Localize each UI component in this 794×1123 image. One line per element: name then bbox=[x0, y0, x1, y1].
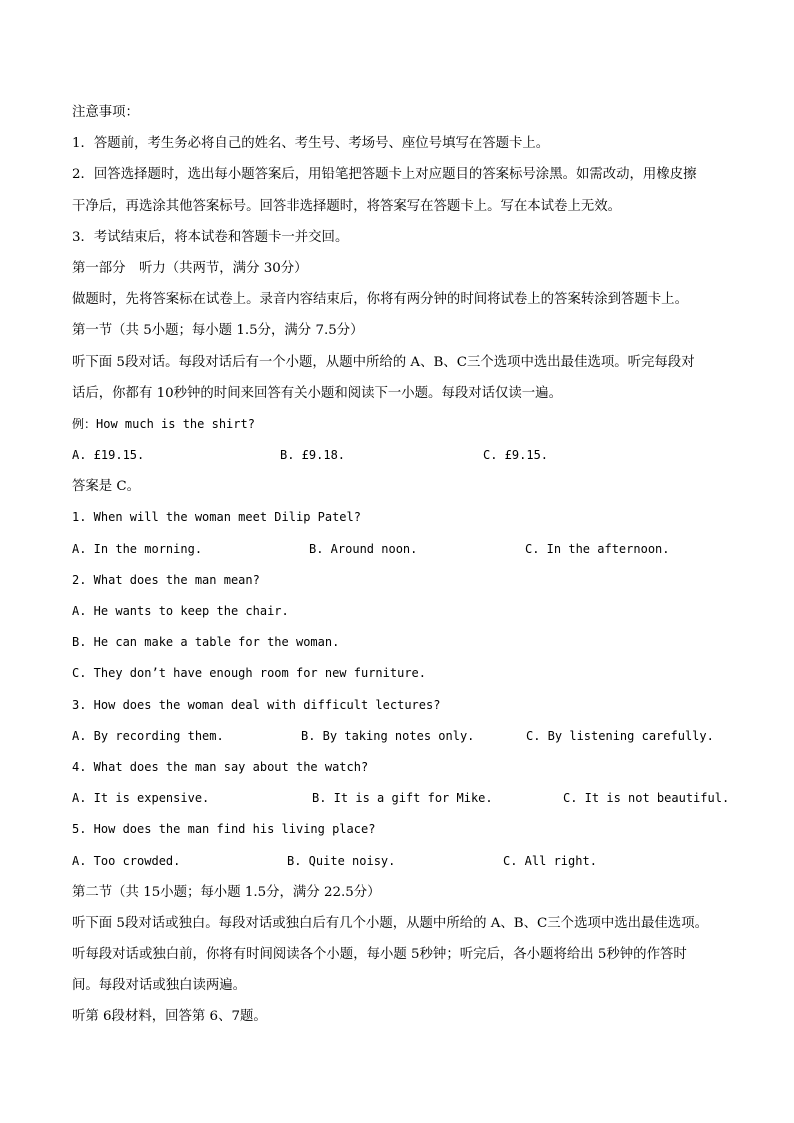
question-1-stem: 1. When will the woman meet Dilip Patel? bbox=[72, 510, 361, 525]
question-4-option-c: C. It is not beautiful. bbox=[563, 791, 730, 806]
question-4-stem: 4. What does the man say about the watch? bbox=[72, 759, 369, 774]
question-4-option-b: B. It is a gift for Mike. bbox=[312, 791, 493, 806]
question-5-options bbox=[72, 846, 732, 877]
question-3-options bbox=[72, 721, 732, 752]
example-option-a: A. £19.15. bbox=[72, 448, 145, 463]
question-3-option-b: B. By taking notes only. bbox=[301, 728, 475, 743]
question-5-option-c: C. All right. bbox=[503, 853, 597, 868]
notice-item-2-line-2: 干净后，再选涂其他答案标号。回答非选择题时，将答案写在答题卡上。写在本试卷上无效。 bbox=[72, 198, 622, 214]
material-6-heading: 听第 6段材料，回答第 6、7题。 bbox=[72, 1009, 267, 1025]
question-1-options bbox=[72, 534, 732, 565]
notice-item-1: 1．答题前，考生务必将自己的姓名、考生号、考场号、座位号填写在答题卡上。 bbox=[72, 136, 550, 152]
example-options bbox=[72, 440, 732, 471]
section2-instruction-line-3: 间。每段对话或独白读两遍。 bbox=[72, 978, 247, 994]
section2-instruction-line-1: 听下面 5段对话或独白。每段对话或独白后有几个小题，从题中所给的 A、B、C三个选项中选出最佳选项。 bbox=[72, 915, 708, 931]
question-4-option-a: A. It is expensive. bbox=[72, 791, 210, 806]
section2-title: 第二节（共 15小题；每小题 1.5分，满分 22.5分） bbox=[72, 884, 381, 900]
part1-title: 第一部分 听力（共两节，满分 30分） bbox=[72, 260, 308, 276]
question-2-stem: 2. What does the man mean? bbox=[72, 572, 260, 587]
section1-title: 第一节（共 5小题；每小题 1.5分，满分 7.5分） bbox=[72, 323, 364, 339]
notice-title: 注意事项： bbox=[72, 105, 139, 120]
notice-item-3: 3．考试结束后，将本试卷和答题卡一并交回。 bbox=[72, 229, 349, 245]
question-3-option-c: C. By listening carefully. bbox=[526, 728, 714, 743]
example-answer: 答案是 C。 bbox=[72, 479, 141, 495]
question-1-option-c: C. In the afternoon. bbox=[525, 541, 670, 556]
question-2-option-b: B. He can make a table for the woman. bbox=[72, 635, 340, 650]
question-5-stem: 5. How does the man find his living place? bbox=[72, 822, 376, 837]
exam-page bbox=[72, 97, 732, 1033]
question-5-option-a: A. Too crowded. bbox=[72, 853, 181, 868]
question-3-stem: 3. How does the woman deal with difficult lectures? bbox=[72, 697, 441, 712]
example-option-b: B. £9.18. bbox=[280, 448, 346, 463]
example-option-c: C. £9.15. bbox=[483, 448, 549, 463]
notice-item-2-line-1: 2．回答选择题时，选出每小题答案后，用铅笔把答题卡上对应题目的答案标号涂黑。如需改动，用橡皮擦 bbox=[72, 167, 697, 183]
question-1-option-a: A. In the morning. bbox=[72, 541, 203, 556]
question-1-option-b: B. Around noon. bbox=[309, 541, 418, 556]
question-3-option-a: A. By recording them. bbox=[72, 728, 224, 743]
question-5-option-b: B. Quite noisy. bbox=[287, 853, 396, 868]
question-2-option-a: A. He wants to keep the chair. bbox=[72, 604, 289, 618]
section1-instruction-line-1: 听下面 5段对话。每段对话后有一个小题，从题中所给的 A、B、C三个选项中选出最佳选项。听完每段对 bbox=[72, 354, 695, 370]
section1-instruction-line-2: 话后，你都有 10秒钟的时间来回答有关小题和阅读下一小题。每段对话仅读一遍。 bbox=[72, 385, 562, 401]
question-4-options bbox=[72, 783, 732, 814]
example-question: 例：How much is the shirt? bbox=[72, 416, 255, 431]
question-2-option-c: C. They don’t have enough room for new furniture. bbox=[72, 666, 427, 681]
section2-instruction-line-2: 听每段对话或独白前，你将有时间阅读各个小题，每小题 5秒钟；听完后，各小题将给出 5秒钟的作答时 bbox=[72, 947, 687, 963]
part1-instruction: 做题时，先将答案标在试卷上。录音内容结束后，你将有两分钟的时间将试卷上的答案转涂到答题卡上。 bbox=[72, 292, 688, 308]
